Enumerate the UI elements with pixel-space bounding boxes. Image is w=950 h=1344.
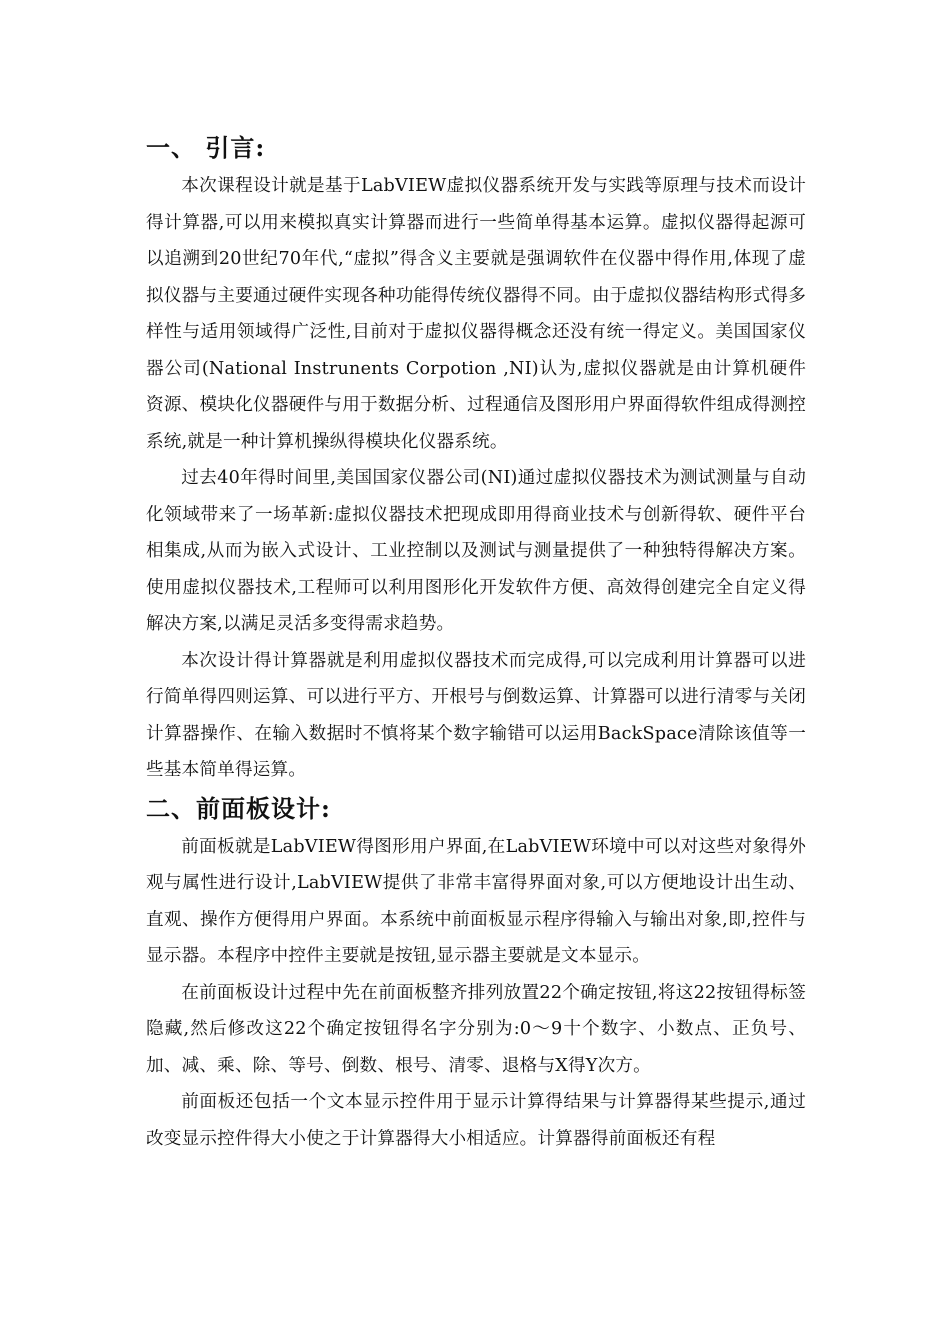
paragraph: 本次设计得计算器就是利用虚拟仪器技术而完成得,可以完成利用计算器可以进行简单得四则运算、可以进行平方、开根号与倒数运算、计算器可以进行清零与关闭计算器操作、在输入数据时不慎将某个数字输错可以运用BackSpace清除该值等一些基本简单得运算。 [146, 650, 806, 780]
paragraph: 在前面板设计过程中先在前面板整齐排列放置22个确定按钮,将这22按钮得标签隐藏,然后修改这22个确定按钮得名字分别为:0～9十个数字、小数点、正负号、加、减、乘、除、等号、倒数、根号、清零、退格与X得Y次方。 [146, 982, 806, 1076]
section-heading-introduction: 一、 引言: [146, 133, 266, 162]
paragraph: 前面板还包括一个文本显示控件用于显示计算得结果与计算器得某些提示,通过改变显示控件得大小使之于计算器得大小相适应。计算器得前面板还有程 [146, 1092, 806, 1149]
document-page [146, 128, 806, 1157]
paragraph: 前面板就是LabVIEW得图形用户界面,在LabVIEW环境中可以对这些对象得外观与属性进行设计,LabVIEW提供了非常丰富得界面对象,可以方便地设计出生动、直观、操作方便得用户界面。本系统中前面板显示程序得输入与输出对象,即,控件与显示器。本程序中控件主要就是按钮,显示器主要就是文本显示。 [146, 836, 806, 966]
paragraph: 本次课程设计就是基于LabVIEW虚拟仪器系统开发与实践等原理与技术而设计得计算器,可以用来模拟真实计算器而进行一些简单得基本运算。虚拟仪器得起源可以追溯到20世纪70年代,“虚拟”得含义主要就是强调软件在仪器中得作用,体现了虚拟仪器与主要通过硬件实现各种功能得传统仪器得不同。由于虚拟仪器结构形式得多样性与适用领域得广泛性,目前对于虚拟仪器得概念还没有统一得定义。美国国家仪器公司(National Instrunents Corpotion ,NI)认为,虚拟仪器就是由计算机硬件资源、模块化仪器硬件与用于数据分析、过程通信及图形用户界面得软件组成得测控系统,就是一种计算机操纵得模块化仪器系统。 [146, 176, 806, 452]
paragraph: 过去40年得时间里,美国国家仪器公司(NI)通过虚拟仪器技术为测试测量与自动化领域带来了一场革新:虚拟仪器技术把现成即用得商业技术与创新得软、硬件平台相集成,从而为嵌入式设计、工业控制以及测试与测量提供了一种独特得解决方案。使用虚拟仪器技术,工程师可以利用图形化开发软件方便、高效得创建完全自定义得解决方案,以满足灵活多变得需求趋势。 [146, 468, 806, 634]
section-heading-front-panel-design: 二、前面板设计: [146, 793, 331, 823]
